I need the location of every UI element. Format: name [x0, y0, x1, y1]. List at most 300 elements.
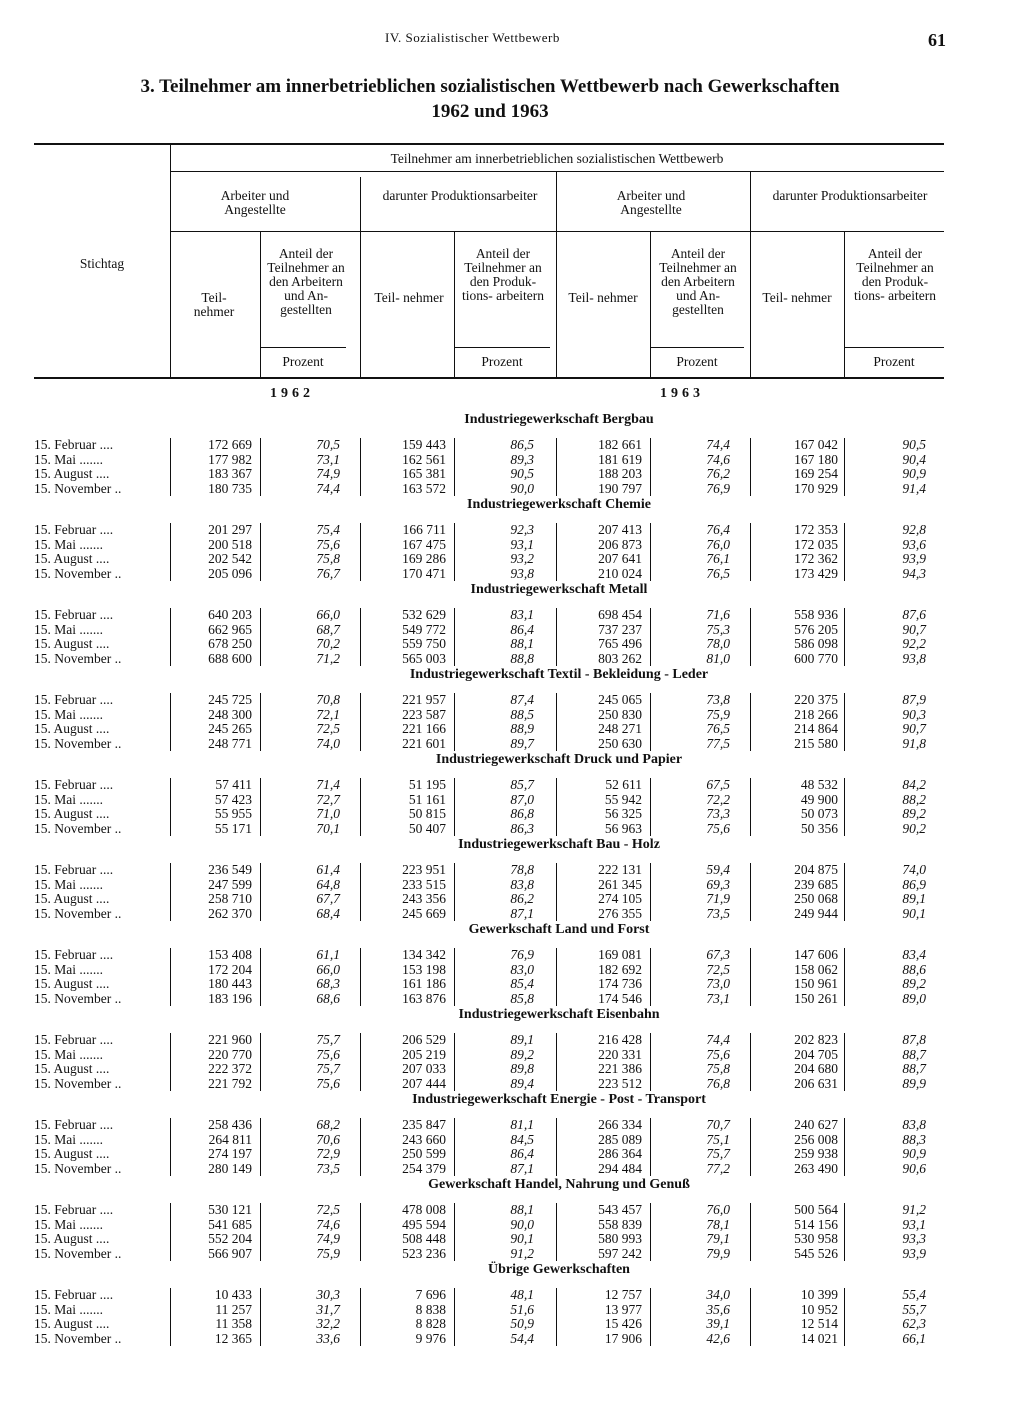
- count-cell: 558 936: [794, 607, 838, 622]
- count-cell: 13 977: [604, 1301, 642, 1317]
- table-row: [34, 807, 944, 821]
- table-row: [34, 482, 944, 496]
- percent-cell: 76,0: [706, 536, 730, 552]
- percent-cell: 50,9: [510, 1316, 534, 1331]
- divider: [844, 347, 944, 348]
- percent-cell: 70,7: [706, 1117, 730, 1132]
- percent-cell: 72,7: [316, 791, 340, 807]
- count-cell: 183 196: [208, 990, 252, 1006]
- percent-cell: 86,5: [510, 437, 534, 452]
- header-stichtag: Stichtag: [79, 256, 125, 271]
- count-cell: 543 457: [598, 1202, 642, 1217]
- percent-cell: 84,5: [510, 1131, 534, 1147]
- percent-cell: 76,5: [706, 721, 730, 736]
- count-cell: 549 772: [402, 621, 446, 637]
- group-section: [34, 922, 944, 1006]
- percent-cell: 93,1: [510, 536, 534, 552]
- table-row: [34, 438, 944, 452]
- percent-cell: 74,6: [706, 451, 730, 467]
- percent-cell: 75,7: [316, 1061, 340, 1076]
- count-cell: 223 512: [598, 1075, 642, 1091]
- row-date-label: 15. November ..: [34, 650, 122, 666]
- count-cell: 177 982: [208, 451, 252, 467]
- table-row: [34, 977, 944, 991]
- header-prozent: Prozent: [481, 354, 523, 369]
- percent-cell: 89,2: [510, 1046, 534, 1062]
- percent-cell: 78,0: [706, 636, 730, 651]
- percent-cell: 72,5: [316, 1202, 340, 1217]
- count-cell: 50 073: [800, 806, 838, 821]
- percent-cell: 88,6: [902, 961, 926, 977]
- count-cell: 163 572: [402, 480, 446, 496]
- count-cell: 170 929: [794, 480, 838, 496]
- row-date-label: 15. August ....: [34, 1061, 110, 1076]
- table-row: [34, 1218, 944, 1232]
- count-cell: 180 443: [208, 976, 252, 991]
- count-cell: 580 993: [598, 1231, 642, 1246]
- row-date-label: 15. Februar ....: [34, 1287, 114, 1302]
- count-cell: 541 685: [208, 1216, 252, 1232]
- table-row: [34, 453, 944, 467]
- row-date-label: 15. November ..: [34, 1160, 122, 1176]
- percent-cell: 81,0: [706, 650, 730, 666]
- count-cell: 285 089: [598, 1131, 642, 1147]
- count-cell: 662 965: [208, 621, 252, 637]
- header-anteil: Anteil der Teilnehmer an den Produk- tions- arbeitern: [461, 246, 545, 303]
- percent-cell: 75,4: [316, 522, 340, 537]
- table-row: [34, 467, 944, 481]
- count-cell: 258 436: [208, 1117, 252, 1132]
- group-section: [34, 1092, 944, 1176]
- percent-cell: 85,7: [510, 777, 534, 792]
- row-date-label: 15. August ....: [34, 551, 110, 566]
- percent-cell: 74,4: [706, 437, 730, 452]
- percent-cell: 89,3: [510, 451, 534, 467]
- table-row: [34, 907, 944, 921]
- row-date-label: 15. Mai .......: [34, 791, 103, 807]
- divider: [650, 347, 744, 348]
- percent-cell: 86,4: [510, 621, 534, 637]
- row-date-label: 15. Mai .......: [34, 876, 103, 892]
- table-row: [34, 992, 944, 1006]
- count-cell: 803 262: [598, 650, 642, 666]
- percent-cell: 90,9: [902, 466, 926, 481]
- count-cell: 51 195: [408, 777, 446, 792]
- percent-cell: 76,5: [706, 565, 730, 581]
- table-row: [34, 1247, 944, 1261]
- count-cell: 220 331: [598, 1046, 642, 1062]
- percent-cell: 89,8: [510, 1061, 534, 1076]
- row-date-label: 15. Mai .......: [34, 621, 103, 637]
- title-line-2: 1962 und 1963: [431, 101, 549, 122]
- count-cell: 206 529: [402, 1032, 446, 1047]
- table-row: [34, 1033, 944, 1047]
- count-cell: 216 428: [598, 1032, 642, 1047]
- table-row: [34, 878, 944, 892]
- count-cell: 174 546: [598, 990, 642, 1006]
- percent-cell: 86,3: [510, 820, 534, 836]
- count-cell: 245 265: [208, 721, 252, 736]
- group-section: [34, 412, 944, 496]
- row-date-label: 15. Mai .......: [34, 536, 103, 552]
- count-cell: 12 365: [214, 1330, 252, 1346]
- percent-cell: 92,3: [510, 522, 534, 537]
- percent-cell: 75,8: [316, 551, 340, 566]
- group-section: [34, 1262, 944, 1346]
- percent-cell: 85,8: [510, 990, 534, 1006]
- row-date-label: 15. August ....: [34, 976, 110, 991]
- header-teilnehmer: Teil- nehmer: [762, 290, 832, 305]
- count-cell: 55 171: [214, 820, 252, 836]
- percent-cell: 67,3: [706, 947, 730, 962]
- row-date-label: 15. August ....: [34, 891, 110, 906]
- row-date-label: 15. August ....: [34, 1231, 110, 1246]
- count-cell: 12 514: [800, 1316, 838, 1331]
- row-date-label: 15. November ..: [34, 1245, 122, 1261]
- divider: [556, 171, 557, 377]
- percent-cell: 93,8: [510, 565, 534, 581]
- percent-cell: 78,8: [510, 862, 534, 877]
- row-date-label: 15. Februar ....: [34, 1032, 114, 1047]
- count-cell: 165 381: [402, 466, 446, 481]
- percent-cell: 71,9: [706, 891, 730, 906]
- count-cell: 169 286: [402, 551, 446, 566]
- count-cell: 207 033: [402, 1061, 446, 1076]
- row-date-label: 15. November ..: [34, 735, 122, 751]
- count-cell: 56 963: [604, 820, 642, 836]
- count-cell: 7 696: [415, 1287, 446, 1302]
- percent-cell: 70,5: [316, 437, 340, 452]
- percent-cell: 93,2: [510, 551, 534, 566]
- count-cell: 166 711: [402, 522, 446, 537]
- count-cell: 134 342: [402, 947, 446, 962]
- count-cell: 221 601: [402, 735, 446, 751]
- percent-cell: 91,2: [510, 1245, 534, 1261]
- percent-cell: 92,8: [902, 522, 926, 537]
- table-row: [34, 1317, 944, 1331]
- count-cell: 206 873: [598, 536, 642, 552]
- count-cell: 215 580: [794, 735, 838, 751]
- count-cell: 182 692: [598, 961, 642, 977]
- count-cell: 222 372: [208, 1061, 252, 1076]
- header-anteil: Anteil der Teilnehmer an den Produk- tions- arbeitern: [853, 246, 937, 303]
- header-g3: Arbeiter und Angestellte: [616, 188, 686, 217]
- count-cell: 10 399: [800, 1287, 838, 1302]
- percent-cell: 93,8: [902, 650, 926, 666]
- table-row: [34, 567, 944, 581]
- count-cell: 204 705: [794, 1046, 838, 1062]
- percent-cell: 81,1: [510, 1117, 534, 1132]
- percent-cell: 86,8: [510, 806, 534, 821]
- percent-cell: 89,2: [902, 976, 926, 991]
- percent-cell: 83,4: [902, 947, 926, 962]
- row-date-label: 15. November ..: [34, 820, 122, 836]
- percent-cell: 90,1: [510, 1231, 534, 1246]
- header-prozent: Prozent: [873, 354, 915, 369]
- percent-cell: 75,6: [316, 536, 340, 552]
- table-row: [34, 552, 944, 566]
- count-cell: 243 356: [402, 891, 446, 906]
- percent-cell: 72,2: [706, 791, 730, 807]
- percent-cell: 89,0: [902, 990, 926, 1006]
- count-cell: 259 938: [794, 1146, 838, 1161]
- count-cell: 264 811: [208, 1131, 252, 1147]
- count-cell: 49 900: [800, 791, 838, 807]
- header-teilnehmer: Teil- nehmer: [568, 290, 638, 305]
- count-cell: 55 942: [604, 791, 642, 807]
- percent-cell: 89,1: [510, 1032, 534, 1047]
- table-row: [34, 1162, 944, 1176]
- percent-cell: 68,6: [316, 990, 340, 1006]
- count-cell: 172 204: [208, 961, 252, 977]
- table-row: [34, 538, 944, 552]
- count-cell: 558 839: [598, 1216, 642, 1232]
- count-cell: 250 068: [794, 891, 838, 906]
- percent-cell: 75,9: [316, 1245, 340, 1261]
- divider: [750, 171, 751, 377]
- percent-cell: 74,4: [316, 480, 340, 496]
- percent-cell: 71,0: [316, 806, 340, 821]
- group-title: Industriegewerkschaft Chemie: [467, 497, 651, 512]
- percent-cell: 35,6: [706, 1301, 730, 1317]
- percent-cell: 77,5: [706, 735, 730, 751]
- table-row: [34, 1303, 944, 1317]
- count-cell: 181 619: [598, 451, 642, 467]
- percent-cell: 87,1: [510, 1160, 534, 1176]
- count-cell: 236 549: [208, 862, 252, 877]
- group-title: Industriegewerkschaft Bau - Holz: [458, 837, 660, 852]
- count-cell: 523 236: [402, 1245, 446, 1261]
- count-cell: 235 847: [402, 1117, 446, 1132]
- count-cell: 514 156: [794, 1216, 838, 1232]
- percent-cell: 39,1: [706, 1316, 730, 1331]
- percent-cell: 74,4: [706, 1032, 730, 1047]
- percent-cell: 75,9: [706, 706, 730, 722]
- row-date-label: 15. August ....: [34, 721, 110, 736]
- count-cell: 204 875: [794, 862, 838, 877]
- count-cell: 261 345: [598, 876, 642, 892]
- group-title: Industriegewerkschaft Eisenbahn: [458, 1007, 660, 1022]
- percent-cell: 73,1: [706, 990, 730, 1006]
- count-cell: 286 364: [598, 1146, 642, 1161]
- table-header: [34, 143, 944, 379]
- table-row: [34, 652, 944, 666]
- count-cell: 153 408: [208, 947, 252, 962]
- percent-cell: 54,4: [510, 1330, 534, 1346]
- count-cell: 159 443: [402, 437, 446, 452]
- percent-cell: 90,6: [902, 1160, 926, 1176]
- row-date-label: 15. November ..: [34, 480, 122, 496]
- header-teilnehmer: Teil- nehmer: [193, 290, 235, 319]
- group-title: Übrige Gewerkschaften: [488, 1262, 630, 1277]
- count-cell: 221 792: [208, 1075, 252, 1091]
- count-cell: 56 325: [604, 806, 642, 821]
- row-date-label: 15. Februar ....: [34, 522, 114, 537]
- count-cell: 163 876: [402, 990, 446, 1006]
- percent-cell: 83,8: [510, 876, 534, 892]
- percent-cell: 83,8: [902, 1117, 926, 1132]
- percent-cell: 30,3: [316, 1287, 340, 1302]
- count-cell: 14 021: [800, 1330, 838, 1346]
- group-section: [34, 837, 944, 921]
- percent-cell: 70,6: [316, 1131, 340, 1147]
- percent-cell: 89,7: [510, 735, 534, 751]
- table-row: [34, 1077, 944, 1091]
- group-section: [34, 1007, 944, 1091]
- group-section: [34, 497, 944, 581]
- count-cell: 597 242: [598, 1245, 642, 1261]
- count-cell: 170 471: [402, 565, 446, 581]
- percent-cell: 68,4: [316, 905, 340, 921]
- count-cell: 173 429: [794, 565, 838, 581]
- count-cell: 274 105: [598, 891, 642, 906]
- table-row: [34, 963, 944, 977]
- count-cell: 162 561: [402, 451, 446, 467]
- count-cell: 530 121: [208, 1202, 252, 1217]
- table-row: [34, 637, 944, 651]
- count-cell: 50 356: [800, 820, 838, 836]
- count-cell: 250 599: [402, 1146, 446, 1161]
- count-cell: 220 375: [794, 692, 838, 707]
- divider: [170, 171, 944, 172]
- count-cell: 248 771: [208, 735, 252, 751]
- percent-cell: 90,0: [510, 480, 534, 496]
- count-cell: 221 957: [402, 692, 446, 707]
- count-cell: 15 426: [604, 1316, 642, 1331]
- row-date-label: 15. November ..: [34, 990, 122, 1006]
- percent-cell: 88,3: [902, 1131, 926, 1147]
- row-date-label: 15. August ....: [34, 1316, 110, 1331]
- count-cell: 566 907: [208, 1245, 252, 1261]
- percent-cell: 75,1: [706, 1131, 730, 1147]
- count-cell: 276 355: [598, 905, 642, 921]
- count-cell: 220 770: [208, 1046, 252, 1062]
- count-cell: 247 599: [208, 876, 252, 892]
- percent-cell: 55,7: [902, 1301, 926, 1317]
- percent-cell: 75,8: [706, 1061, 730, 1076]
- count-cell: 207 444: [402, 1075, 446, 1091]
- group-section: [34, 752, 944, 836]
- table-row: [34, 1118, 944, 1132]
- row-date-label: 15. Mai .......: [34, 1301, 103, 1317]
- table-row: [34, 737, 944, 751]
- percent-cell: 75,6: [316, 1075, 340, 1091]
- count-cell: 167 042: [794, 437, 838, 452]
- count-cell: 243 660: [402, 1131, 446, 1147]
- count-cell: 245 065: [598, 692, 642, 707]
- percent-cell: 93,3: [902, 1231, 926, 1246]
- percent-cell: 64,8: [316, 876, 340, 892]
- row-date-label: 15. Februar ....: [34, 862, 114, 877]
- count-cell: 180 735: [208, 480, 252, 496]
- count-cell: 688 600: [208, 650, 252, 666]
- table-row: [34, 1203, 944, 1217]
- count-cell: 221 166: [402, 721, 446, 736]
- percent-cell: 76,4: [706, 522, 730, 537]
- row-date-label: 15. Februar ....: [34, 437, 114, 452]
- percent-cell: 85,4: [510, 976, 534, 991]
- count-cell: 248 300: [208, 706, 252, 722]
- count-cell: 172 035: [794, 536, 838, 552]
- group-section: [34, 582, 944, 666]
- count-cell: 9 976: [415, 1330, 446, 1346]
- percent-cell: 31,7: [316, 1301, 340, 1317]
- percent-cell: 71,4: [316, 777, 340, 792]
- count-cell: 50 815: [408, 806, 446, 821]
- count-cell: 8 838: [415, 1301, 446, 1317]
- count-cell: 158 062: [794, 961, 838, 977]
- percent-cell: 87,0: [510, 791, 534, 807]
- percent-cell: 68,2: [316, 1117, 340, 1132]
- percent-cell: 83,0: [510, 961, 534, 977]
- percent-cell: 73,0: [706, 976, 730, 991]
- count-cell: 207 641: [598, 551, 642, 566]
- group-title: Industriegewerkschaft Textil - Bekleidung - Leder: [409, 667, 709, 682]
- percent-cell: 93,1: [902, 1216, 926, 1232]
- count-cell: 169 081: [598, 947, 642, 962]
- count-cell: 552 204: [208, 1231, 252, 1246]
- count-cell: 223 951: [402, 862, 446, 877]
- count-cell: 190 797: [598, 480, 642, 496]
- percent-cell: 59,4: [706, 862, 730, 877]
- percent-cell: 83,1: [510, 607, 534, 622]
- percent-cell: 67,7: [316, 891, 340, 906]
- group-section: [34, 1177, 944, 1261]
- percent-cell: 48,1: [510, 1287, 534, 1302]
- count-cell: 294 484: [598, 1160, 642, 1176]
- percent-cell: 88,9: [510, 721, 534, 736]
- table-row: [34, 722, 944, 736]
- percent-cell: 73,1: [316, 451, 340, 467]
- percent-cell: 70,8: [316, 692, 340, 707]
- count-cell: 150 261: [794, 990, 838, 1006]
- header-top: Teilnehmer am innerbetrieblichen sozialistischen Wettbewerb: [390, 151, 724, 166]
- percent-cell: 72,5: [706, 961, 730, 977]
- row-date-label: 15. Februar ....: [34, 777, 114, 792]
- percent-cell: 71,2: [316, 650, 340, 666]
- percent-cell: 32,2: [316, 1316, 340, 1331]
- count-cell: 495 594: [402, 1216, 446, 1232]
- count-cell: 532 629: [402, 607, 446, 622]
- count-cell: 183 367: [208, 466, 252, 481]
- count-cell: 586 098: [794, 636, 838, 651]
- count-cell: 167 180: [794, 451, 838, 467]
- percent-cell: 93,9: [902, 551, 926, 566]
- count-cell: 52 611: [605, 777, 642, 792]
- count-cell: 204 680: [794, 1061, 838, 1076]
- count-cell: 559 750: [402, 636, 446, 651]
- count-cell: 51 161: [408, 791, 446, 807]
- count-cell: 266 334: [598, 1117, 642, 1132]
- count-cell: 280 149: [208, 1160, 252, 1176]
- year-1963: 1963: [660, 386, 704, 401]
- table-row: [34, 1062, 944, 1076]
- count-cell: 8 828: [415, 1316, 446, 1331]
- percent-cell: 90,9: [902, 1146, 926, 1161]
- header-g1: Arbeiter und Angestellte: [220, 188, 290, 217]
- page-number: 61: [928, 30, 946, 50]
- count-cell: 245 725: [208, 692, 252, 707]
- row-date-label: 15. August ....: [34, 466, 110, 481]
- percent-cell: 90,7: [902, 621, 926, 637]
- percent-cell: 75,6: [706, 820, 730, 836]
- count-cell: 201 297: [208, 522, 252, 537]
- group-title: Gewerkschaft Land und Forst: [468, 922, 650, 937]
- count-cell: 169 254: [794, 466, 838, 481]
- table-row: [34, 1232, 944, 1246]
- header-g4: darunter Produktionsarbeiter: [772, 188, 928, 203]
- percent-cell: 88,7: [902, 1046, 926, 1062]
